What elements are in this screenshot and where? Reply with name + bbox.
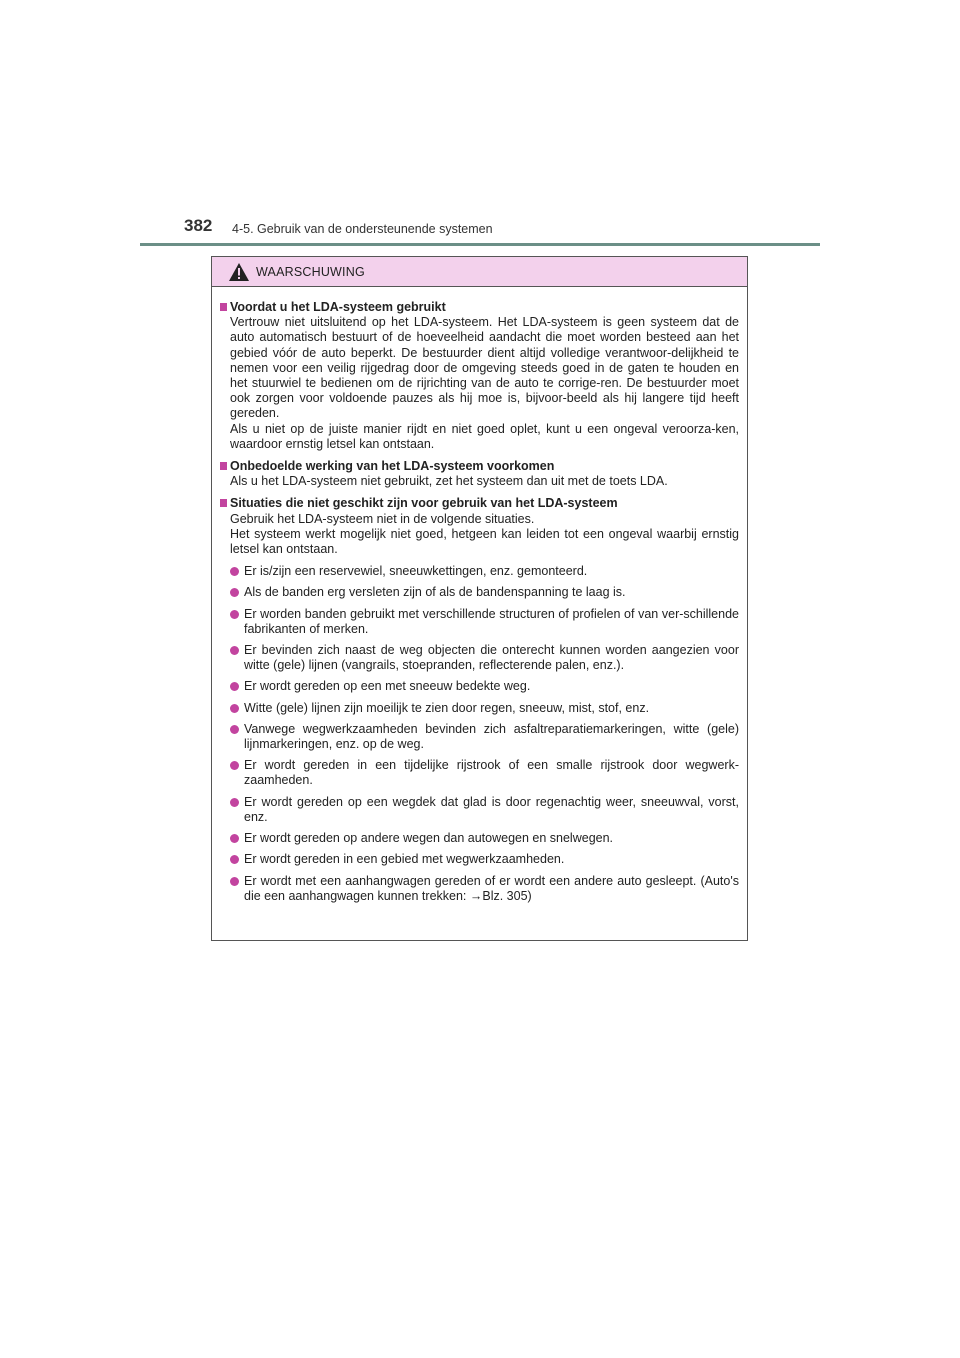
list-item: Er wordt gereden in een tijdelijke rijstrook of een smalle rijstrook door wegwerk-zaamheden. <box>220 758 739 788</box>
warning-label: WAARSCHUWING <box>256 265 365 279</box>
list-item: Er wordt gereden op andere wegen dan autowegen en snelwegen. <box>220 831 739 846</box>
bullet-dot-icon <box>230 855 239 864</box>
page-header <box>184 216 824 240</box>
header-rule <box>140 243 820 246</box>
list-item: Er wordt gereden op een met sneeuw bedekte weg. <box>220 679 739 694</box>
section-heading: Voordat u het LDA-systeem gebruikt <box>220 300 739 315</box>
warning-box <box>211 256 748 941</box>
section-paragraph: Vertrouw niet uitsluitend op het LDA-systeem. Het LDA-systeem is geen systeem dat de auto automatisch bestuurt of de hoeveelheid aandacht die moet worden besteed aan het gebied vóór de auto beperkt. De bestuurder dient altijd volledige verantwoor-delijkheid te nemen voor een veilig rijgedrag door de omgeving steeds goed in de gaten te houden en het stuurwiel te bedienen om de rijrichting van de auto te corrige-ren. De bestuurder moet ook zorgen voor voldoende pauzes als hij moe is, bijvoor-beeld als hij langere tijd heeft gereden. <box>230 315 739 421</box>
bullet-dot-icon <box>230 798 239 807</box>
list-item: Er wordt met een aanhangwagen gereden of er wordt een andere auto gesleept. (Auto's die een aanhangwagen kunnen trekken: →Blz. 305) <box>220 874 739 904</box>
page-number: 382 <box>184 216 213 235</box>
warning-section <box>220 496 739 903</box>
warning-triangle-icon <box>228 262 250 282</box>
section-paragraph: Het systeem werkt mogelijk niet goed, hetgeen kan leiden tot een ongeval waarbij ernstig letsel kan ontstaan. <box>230 526 739 557</box>
list-item: Er wordt gereden op een wegdek dat glad is door regenachtig weer, sneeuwval, vorst, enz. <box>220 795 739 825</box>
list-item: Er is/zijn een reservewiel, sneeuwkettingen, enz. gemonteerd. <box>220 564 739 579</box>
bullet-dot-icon <box>230 567 239 576</box>
bullet-dot-icon <box>230 725 239 734</box>
bullet-dot-icon <box>230 588 239 597</box>
list-item: Er worden banden gebruikt met verschillende structuren of profielen of van ver-schillende fabrikanten of merken. <box>220 607 739 637</box>
section-paragraph: Als u het LDA-systeem niet gebruikt, zet het systeem dan uit met de toets LDA. <box>230 474 668 489</box>
list-item: Er bevinden zich naast de weg objecten die onterecht kunnen worden aangezien voor witte (gele) lijnen (vangrails, stoepranden, reflecterende palen, enz.). <box>220 643 739 673</box>
square-marker-icon <box>220 499 227 507</box>
bullet-dot-icon <box>230 646 239 655</box>
section-heading: Onbedoelde werking van het LDA-systeem voorkomen <box>220 459 739 474</box>
list-item: Witte (gele) lijnen zijn moeilijk te zien door regen, sneeuw, mist, stof, enz. <box>220 701 739 716</box>
bullet-dot-icon <box>230 704 239 713</box>
bullet-dot-icon <box>230 610 239 619</box>
section-heading: Situaties die niet geschikt zijn voor gebruik van het LDA-systeem <box>220 496 739 511</box>
list-item: Vanwege wegwerkzaamheden bevinden zich asfaltreparatiemarkeringen, witte (gele) lijnmarkeringen, enz. op de weg. <box>220 722 739 752</box>
warning-body <box>212 287 747 904</box>
section-title: 4-5. Gebruik van de ondersteunende systemen <box>232 222 493 236</box>
section-paragraph: Gebruik het LDA-systeem niet in de volgende situaties. <box>230 511 535 526</box>
list-item: Er wordt gereden in een gebied met wegwerkzaamheden. <box>220 852 739 867</box>
warning-section <box>220 300 739 452</box>
bullet-dot-icon <box>230 877 239 886</box>
warning-section <box>220 459 739 489</box>
square-marker-icon <box>220 303 227 311</box>
bullet-dot-icon <box>230 761 239 770</box>
section-paragraph: Als u niet op de juiste manier rijdt en niet goed oplet, kunt u een ongeval veroorza-ken, waardoor ernstig letsel kan ontstaan. <box>230 421 739 451</box>
bullet-dot-icon <box>230 682 239 691</box>
bullet-list <box>220 564 739 904</box>
warning-header <box>212 257 747 287</box>
bullet-dot-icon <box>230 834 239 843</box>
square-marker-icon <box>220 462 227 470</box>
list-item: Als de banden erg versleten zijn of als de bandenspanning te laag is. <box>220 585 739 600</box>
